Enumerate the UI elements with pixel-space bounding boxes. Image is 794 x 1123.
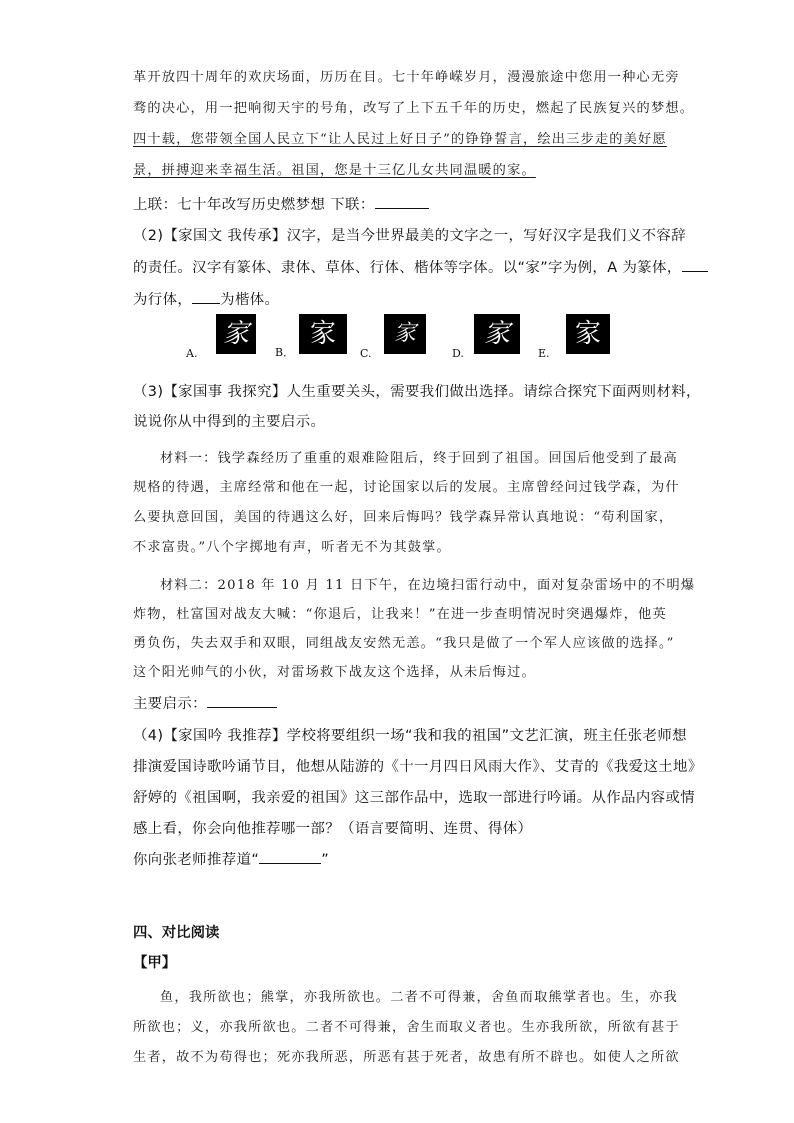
- couplet-answer-blank[interactable]: [375, 196, 429, 209]
- q3-line-2: 说说你从中得到的主要启示。: [133, 414, 326, 430]
- q4-line-4: 感上看，你会向他推荐哪一部？（语言要简明、连贯、得体）: [133, 821, 533, 837]
- poem-line-1: 革开放四十周年的欢庆场面，历历在目。七十年峥嵘岁月，漫漫旅途中您用一种心无旁: [133, 70, 680, 85]
- q3-answer-blank[interactable]: [207, 695, 277, 708]
- poem-line-3: 四十载，您带领全国人民立下“让人民过上好日子”的铮铮誓言，绘出三步走的美好愿: [133, 132, 667, 147]
- passage-line-1: 鱼，我所欲也；熊掌，亦我所欲也。二者不可得兼，舍鱼而取熊掌者也。生，亦我: [160, 990, 678, 1005]
- material-1-line-4: 不求富贵。”八个字掷地有声，听者无不为其鼓掌。: [133, 540, 451, 555]
- material-2-line-2: 炸物，杜富国对战友大喊：“你退后，让我来！”在进一步查明情况时突遇爆炸，他英: [133, 607, 667, 622]
- q2-line-3: [133, 288, 279, 309]
- q2-line-1: （2)【家国文 我传承】汉字，是当今世界最美的文字之一，写好汉字是我们义不容辞: [133, 228, 687, 244]
- font-option-c-glyph: 家: [384, 314, 426, 354]
- font-option-d[interactable]: [452, 314, 532, 360]
- q2-blank-1[interactable]: [682, 259, 708, 272]
- font-option-c[interactable]: [360, 314, 440, 360]
- font-option-c-label: C.: [360, 347, 372, 360]
- couplet-question: [133, 193, 429, 214]
- material-2-line-1: 材料二：2018 年 10 月 11 日下午，在边境扫雷行动中，面对复杂雷场中的不明爆: [160, 578, 696, 593]
- q4-answer-prefix: 你向张老师推荐道“: [133, 852, 260, 868]
- section-4-subtitle: 【甲】: [133, 955, 177, 971]
- material-1-line-2: 规格的待遇，主席经常和他在一起，讨论国家以后的发展。主席曾经问过钱学森，为什: [133, 480, 680, 495]
- q4-answer-blank[interactable]: [259, 851, 321, 864]
- q4-line-3: 舒婷的《祖国啊，我亲爱的祖国》这三部作品中，选取一部进行吟诵。从作品内容或情: [133, 790, 696, 806]
- q4-answer-suffix: ”: [321, 852, 330, 868]
- material-1-line-1: 材料一：钱学森经历了重重的艰难险阻后，终于回到了祖国。回国后他受到了最高: [160, 451, 678, 466]
- q2-line-3-text-a: 为行体，: [133, 292, 193, 308]
- q3-answer-label: 主要启示：: [133, 696, 207, 712]
- font-option-d-glyph: 家: [474, 314, 520, 354]
- q2-line-3-text-b: 为楷体。: [220, 292, 280, 308]
- q4-answer: [133, 848, 329, 869]
- font-option-a-glyph: 家: [216, 314, 256, 354]
- material-2-line-3: 勇负伤，失去双手和双眼，同组战友安然无恙。“我只是做了一个军人应该做的选择。”: [133, 636, 675, 651]
- font-option-b-glyph: 家: [299, 314, 347, 354]
- q3-answer: [133, 692, 277, 713]
- passage-line-3: 生者，故不为苟得也；死亦我所恶，所恶有甚于死者，故患有所不辟也。如使人之所欲: [133, 1050, 680, 1065]
- q2-line-2: [133, 256, 708, 277]
- material-1-line-3: 么要执意回国，美国的待遇这么好，回来后悔吗？钱学森异常认真地说：“苟利国家，: [133, 510, 674, 525]
- font-option-e-glyph: 家: [566, 314, 610, 354]
- material-2-line-4: 这个阳光帅气的小伙，对雷场救下战友这个选择，从未后悔过。: [133, 665, 536, 680]
- passage-line-2: 所欲也；义，亦我所欲也。二者不可得兼，舍生而取义者也。生亦我所欲，所欲有甚于: [133, 1020, 680, 1035]
- couplet-text: 上联：七十年改写历史燃梦想 下联：: [133, 197, 375, 213]
- q4-line-1: （4)【家国吟 我推荐】学校将要组织一场“我和我的祖国”文艺汇演，班主任张老师想: [133, 728, 687, 744]
- font-option-e-label: E.: [538, 347, 550, 360]
- q2-blank-2[interactable]: [192, 291, 220, 304]
- q2-line-2-text: 的责任。汉字有篆体、隶体、草体、行体、楷体等字体。以“家”字为例，A 为篆体，: [133, 260, 682, 276]
- font-option-a-label: A.: [186, 347, 198, 360]
- section-4-title: 四、对比阅读: [133, 925, 220, 941]
- poem-line-4-underlined: 景，拼搏迎来幸福生活。祖国，您是十三亿儿女共同温暖的家。: [133, 163, 536, 178]
- font-option-b-label: B．: [275, 346, 295, 359]
- q3-line-1: （3)【家国事 我探究】人生重要关头，需要我们做出选择。请综合探究下面两则材料，: [133, 384, 701, 400]
- q4-line-2: 排演爱国诗歌吟诵节目，他想从陆游的《十一月四日风雨大作》、艾青的《我爱这土地》: [133, 759, 703, 775]
- font-option-a[interactable]: [186, 314, 256, 360]
- poem-line-4: [133, 159, 536, 178]
- font-option-d-label: D.: [452, 347, 464, 360]
- font-option-b[interactable]: [275, 314, 355, 360]
- poem-line-2: 骛的决心，用一把响彻天宇的号角，改写了上下五千年的历史，燃起了民族复兴的梦想。: [133, 101, 695, 116]
- font-option-e[interactable]: [538, 314, 618, 360]
